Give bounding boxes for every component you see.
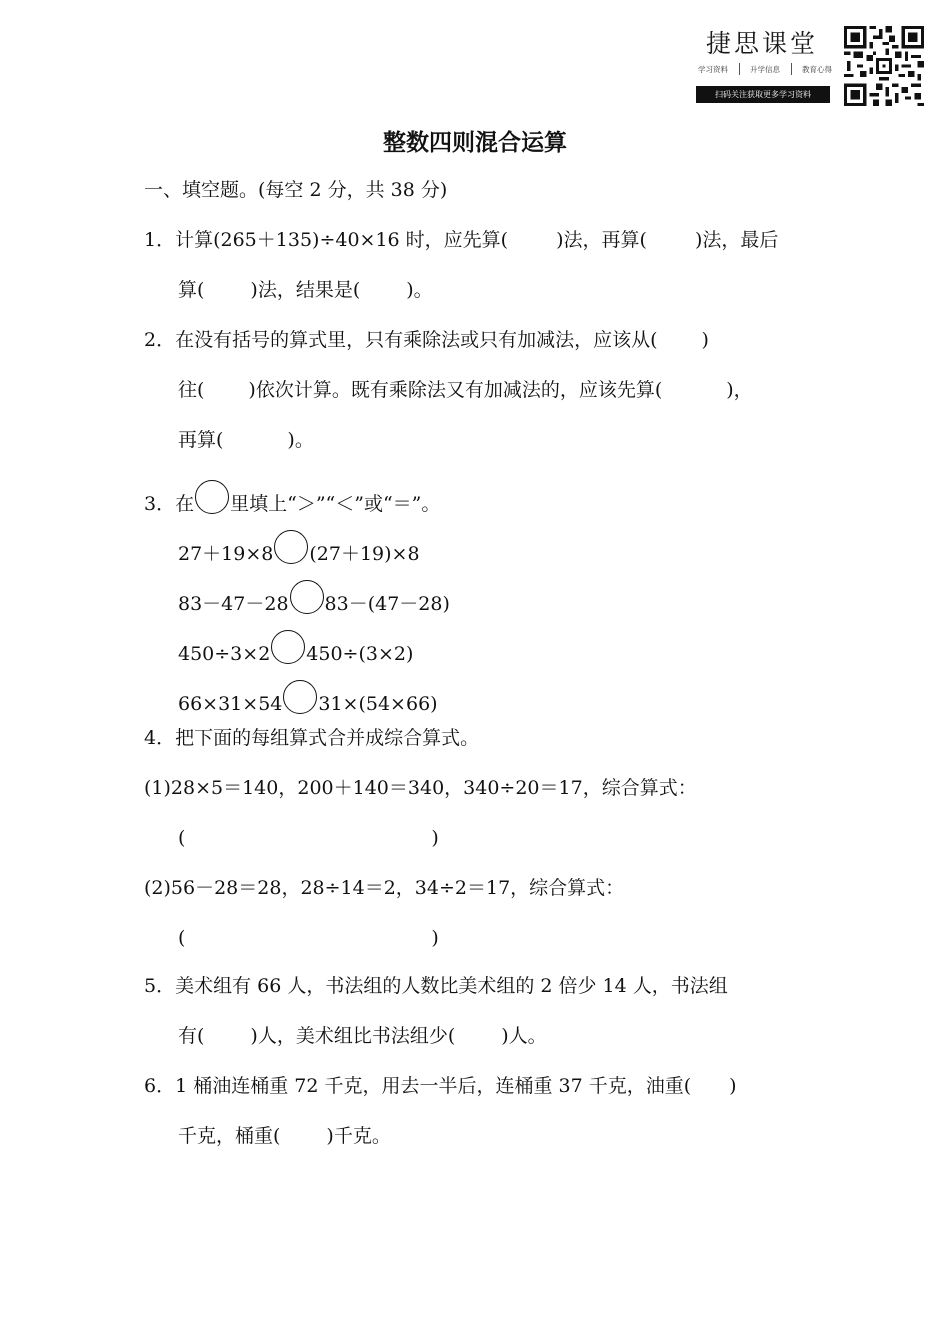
expression-right: (27＋19)×8 xyxy=(309,543,420,565)
paren-open: ( xyxy=(178,927,186,949)
question-text: 在 xyxy=(175,493,195,515)
question-5-line-1 xyxy=(144,972,728,1000)
paren-close: ) xyxy=(431,827,439,849)
expression-right: 450÷(3×2) xyxy=(306,643,414,665)
question-6-line-2 xyxy=(178,1122,391,1150)
comparison-row-4 xyxy=(178,680,438,718)
question-text: ) xyxy=(729,1075,737,1097)
question-4-part-2: (2)56－28＝28，28÷14＝2，34÷2＝17，综合算式： xyxy=(144,877,625,899)
comparison-circle-icon xyxy=(195,480,229,514)
brand-slogan-bar: 扫码关注获取更多学习资料 xyxy=(696,86,830,103)
question-text: ) xyxy=(701,329,709,351)
qr-code-icon xyxy=(844,26,924,106)
comparison-row-1 xyxy=(178,530,420,568)
expression-left: 66×31×54 xyxy=(178,693,283,715)
brand-tag-education: 教育心得 xyxy=(802,65,832,74)
question-text: 往( xyxy=(178,379,205,401)
question-2-line-1 xyxy=(144,326,709,354)
question-2-line-2 xyxy=(178,376,753,404)
comparison-circle[interactable] xyxy=(283,680,317,714)
paren-open: ( xyxy=(178,827,186,849)
tag-divider xyxy=(739,63,740,75)
question-text: 把下面的每组算式合并成综合算式。 xyxy=(175,727,480,749)
question-number: 1． xyxy=(144,229,176,251)
brand-tag-study: 学习资料 xyxy=(698,65,728,74)
question-text: 计算(265＋135)÷40×16 时，应先算( xyxy=(175,229,509,251)
comparison-circle[interactable] xyxy=(290,580,324,614)
question-number: 3． xyxy=(144,493,176,515)
question-text: 美术组有 66 人，书法组的人数比美术组的 2 倍少 14 人，书法组 xyxy=(175,975,728,997)
question-text: 里填上“＞”“＜”或“＝”。 xyxy=(230,493,441,515)
question-4-intro xyxy=(144,724,479,752)
question-text: )。 xyxy=(287,429,314,451)
expression-right: 31×(54×66) xyxy=(318,693,438,715)
question-number: 4． xyxy=(144,727,176,749)
answer-blank-4-1[interactable] xyxy=(178,824,439,852)
question-text: )人。 xyxy=(501,1025,547,1047)
question-text: 再算( xyxy=(178,429,224,451)
question-number: 2． xyxy=(144,329,176,351)
comparison-circle[interactable] xyxy=(271,630,305,664)
expression-right: 83－(47－28) xyxy=(324,593,450,615)
comparison-row-2 xyxy=(178,580,450,618)
question-text: )千克。 xyxy=(326,1125,391,1147)
question-text: )法，最后 xyxy=(694,229,779,251)
question-text: )依次计算。既有乘除法又有加减法的，应该先算( xyxy=(248,379,663,401)
comparison-circle[interactable] xyxy=(274,530,308,564)
brand-name: 捷思课堂 xyxy=(706,29,819,58)
answer-blank-4-2[interactable] xyxy=(178,924,439,952)
question-1-line-1 xyxy=(144,226,778,254)
expression-left: 27＋19×8 xyxy=(178,543,274,565)
question-text: 1 桶油连桶重 72 千克，用去一半后，连桶重 37 千克，油重( xyxy=(175,1075,692,1097)
section-heading: 一、填空题。(每空 2 分，共 38 分) xyxy=(144,179,448,201)
question-2-line-3 xyxy=(178,426,314,454)
comparison-row-3 xyxy=(178,630,413,668)
question-text: 算( xyxy=(178,279,205,301)
question-4-part-1: (1)28×5＝140，200＋140＝340，340÷20＝17，综合算式： xyxy=(144,777,697,799)
paren-close: ) xyxy=(431,927,439,949)
question-number: 5． xyxy=(144,975,176,997)
question-text: )。 xyxy=(406,279,433,301)
question-text: )法，再算( xyxy=(556,229,647,251)
question-text: )人，美术组比书法组少( xyxy=(250,1025,456,1047)
tag-divider xyxy=(791,63,792,75)
question-text: 千克，桶重( xyxy=(178,1125,281,1147)
expression-left: 83－47－28 xyxy=(178,593,289,615)
question-text: )， xyxy=(726,379,753,401)
question-6-line-1 xyxy=(144,1072,737,1100)
question-3-intro xyxy=(144,480,440,518)
question-1-line-2 xyxy=(178,276,433,304)
question-number: 6． xyxy=(144,1075,176,1097)
page-title: 整数四则混合运算 xyxy=(383,130,567,156)
question-text: )法，结果是( xyxy=(250,279,361,301)
question-text: 有( xyxy=(178,1025,205,1047)
brand-tag-admission: 升学信息 xyxy=(750,65,780,74)
brand-tags xyxy=(698,64,832,75)
question-text: 在没有括号的算式里，只有乘除法或只有加减法，应该从( xyxy=(175,329,658,351)
expression-left: 450÷3×2 xyxy=(178,643,271,665)
question-5-line-2 xyxy=(178,1022,547,1050)
